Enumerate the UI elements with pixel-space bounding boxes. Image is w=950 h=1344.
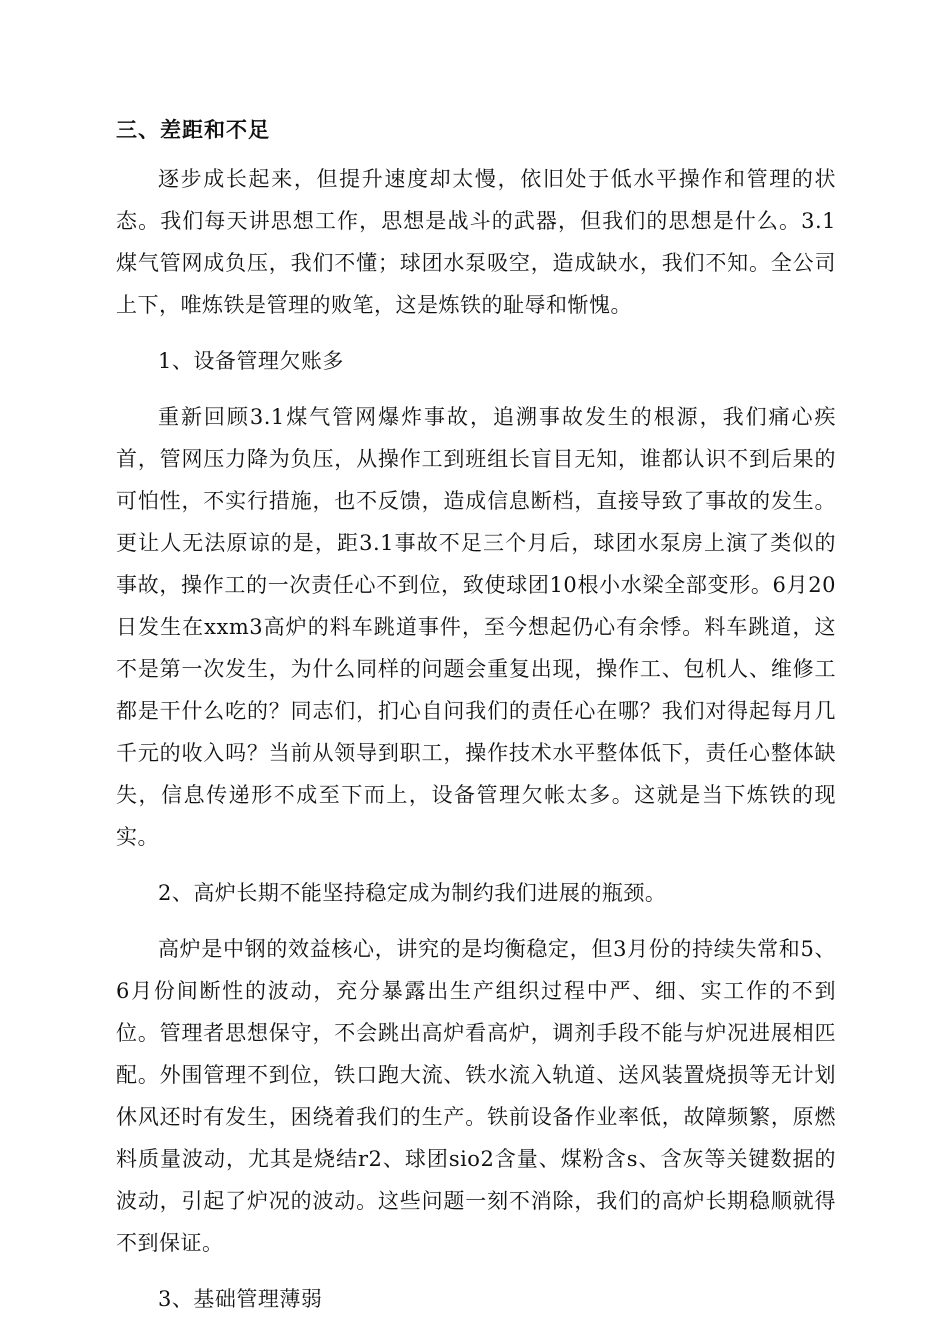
subsection-title-1: 1、设备管理欠账多 xyxy=(158,349,344,373)
section-title: 三、差距和不足 xyxy=(116,117,270,142)
document-page xyxy=(116,110,836,1334)
intro-paragraph: 逐步成长起来，但提升速度却太慢，依旧处于低水平操作和管理的状态。我们每天讲思想工作，思想是战斗的武器，但我们的思想是什么。3.1煤气管网成负压，我们不懂；球团水泵吸空，造成缺水，我们不知。全公司上下，唯炼铁是管理的败笔，这是炼铁的耻辱和惭愧。 xyxy=(116,167,836,317)
subsection-body-1: 重新回顾3.1煤气管网爆炸事故，追溯事故发生的根源，我们痛心疾首，管网压力降为负压，从操作工到班组长盲目无知，谁都认识不到后果的可怕性，不实行措施，也不反馈，造成信息断档，直接导致了事故的发生。更让人无法原谅的是，距3.1事故不足三个月后，球团水泵房上演了类似的事故，操作工的一次责任心不到位，致使球团10根小水梁全部变形。6月20日发生在xxm3高炉的料车跳道事件，至今想起仍心有余悸。料车跳道，这不是第一次发生，为什么同样的问题会重复出现，操作工、包机人、维修工都是干什么吃的？同志们，扪心自问我们的责任心在哪？我们对得起每月几千元的收入吗？当前从领导到职工，操作技术水平整体低下，责任心整体缺失，信息传递形不成至下而上，设备管理欠帐太多。这就是当下炼铁的现实。 xyxy=(116,405,836,849)
subsection-body-2: 高炉是中钢的效益核心，讲究的是均衡稳定，但3月份的持续失常和5、6月份间断性的波动，充分暴露出生产组织过程中严、细、实工作的不到位。管理者思想保守，不会跳出高炉看高炉，调剂手段不能与炉况进展相匹配。外围管理不到位，铁口跑大流、铁水流入轨道、送风装置烧损等无计划休风还时有发生，困绕着我们的生产。铁前设备作业率低，故障频繁，原燃料质量波动，尤其是烧结r2、球团sio2含量、煤粉含s、含灰等关键数据的波动，引起了炉况的波动。这些问题一刻不消除，我们的高炉长期稳顺就得不到保证。 xyxy=(116,937,836,1255)
subsection-title-3: 3、基础管理薄弱 xyxy=(158,1287,323,1311)
subsection-title-2: 2、高炉长期不能坚持稳定成为制约我们进展的瓶颈。 xyxy=(158,881,667,905)
